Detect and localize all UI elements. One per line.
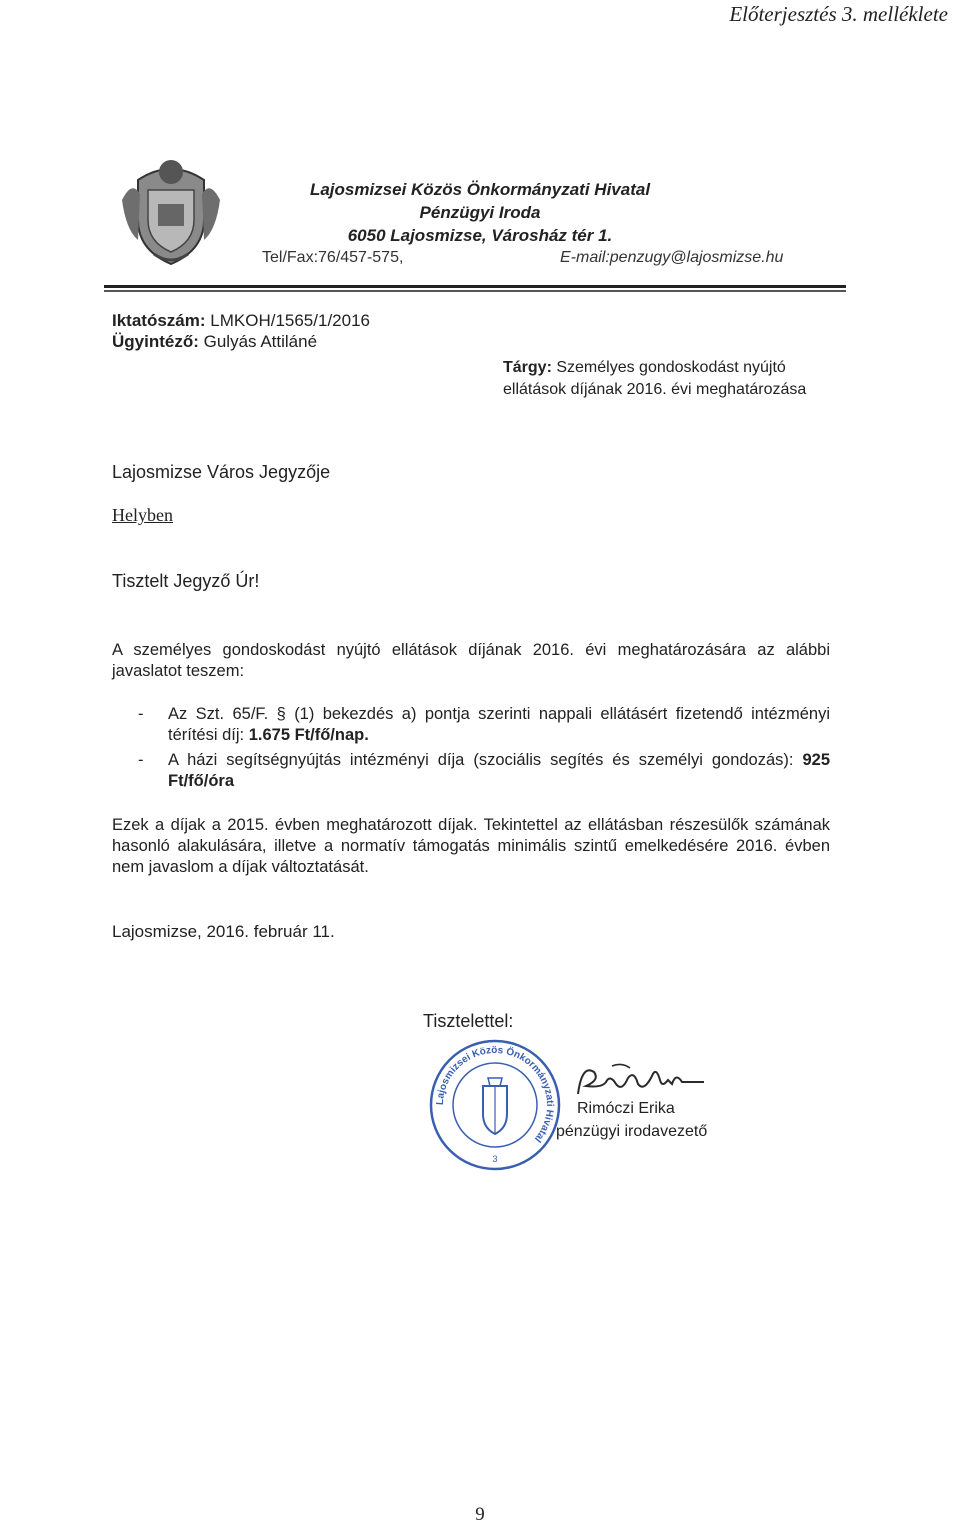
list-item-text: A házi segítségnyújtás intézményi díja (szociális segítés és személyi gondozás): bbox=[168, 751, 803, 769]
list-item bbox=[138, 704, 830, 746]
subject-value: Személyes gondoskodást nyújtó ellátások díjának 2016. évi meghatározása bbox=[503, 359, 807, 398]
list-item-amount: 1.675 Ft/fő/nap. bbox=[248, 726, 369, 744]
stamp-number: 3 bbox=[492, 1154, 498, 1164]
letterhead-divider bbox=[104, 285, 846, 288]
recipient: Lajosmizse Város Jegyzője bbox=[112, 462, 331, 482]
conclusion-paragraph: Ezek a díjak a 2015. évben meghatározott díjak. Tekintettel az ellátásban részesülők számának hasonló alakulására, illetve a normatív támogatás minimális szintű emelkedésére 2016. évben nem javaslom a díjak változtatását. bbox=[112, 816, 830, 876]
stamp-text: Lajosmizsei Közös Önkormányzati Hivatal bbox=[434, 1044, 556, 1145]
list-dash: - bbox=[138, 705, 144, 723]
file-number-label: Iktatószám: bbox=[112, 311, 206, 330]
letterhead-department: Pénzügyi Iroda bbox=[419, 203, 541, 222]
list-dash: - bbox=[138, 751, 144, 769]
date-line: Lajosmizse, 2016. február 11. bbox=[112, 922, 335, 941]
closing: Tisztelettel: bbox=[423, 1011, 514, 1031]
letterhead-address: 6050 Lajosmizse, Városház tér 1. bbox=[347, 226, 613, 245]
signer-name: Rimóczi Erika bbox=[577, 1100, 675, 1117]
file-number bbox=[112, 311, 370, 331]
subject bbox=[503, 357, 843, 401]
list-item bbox=[138, 750, 830, 792]
file-number-value: LMKOH/1565/1/2016 bbox=[210, 311, 370, 330]
list-item-amount: 925 Ft/fő/óra bbox=[168, 751, 830, 790]
letterhead-divider-thin bbox=[104, 290, 846, 292]
case-officer-label: Ügyintéző: bbox=[112, 332, 199, 351]
page-number: 9 bbox=[475, 1504, 485, 1525]
subject-label: Tárgy: bbox=[503, 359, 552, 376]
official-stamp-icon bbox=[428, 1038, 562, 1172]
letterhead-phone: Tel/Fax:76/457-575, bbox=[262, 249, 404, 266]
fee-list bbox=[138, 704, 830, 796]
signer-role: pénzügyi irodavezető bbox=[556, 1123, 708, 1140]
case-officer-value: Gulyás Attiláné bbox=[203, 332, 318, 351]
salutation: Tisztelt Jegyző Úr! bbox=[112, 571, 260, 591]
letterhead-office: Lajosmizsei Közös Önkormányzati Hivatal bbox=[309, 180, 651, 199]
list-item-text: Az Szt. 65/F. § (1) bekezdés a) pontja szerinti nappali ellátásért fizetendő intézményi térítési díj: bbox=[168, 705, 830, 744]
case-officer bbox=[112, 332, 317, 352]
recipient-location: Helyben bbox=[112, 505, 173, 525]
letterhead-email: E-mail:penzugy@lajosmizse.hu bbox=[560, 249, 784, 266]
intro-paragraph: A személyes gondoskodást nyújtó ellátások díjának 2016. évi meghatározására az alábbi javaslatot teszem: bbox=[112, 641, 830, 680]
annex-label: Előterjesztés 3. melléklete bbox=[729, 2, 948, 26]
signature-icon bbox=[572, 1058, 712, 1102]
